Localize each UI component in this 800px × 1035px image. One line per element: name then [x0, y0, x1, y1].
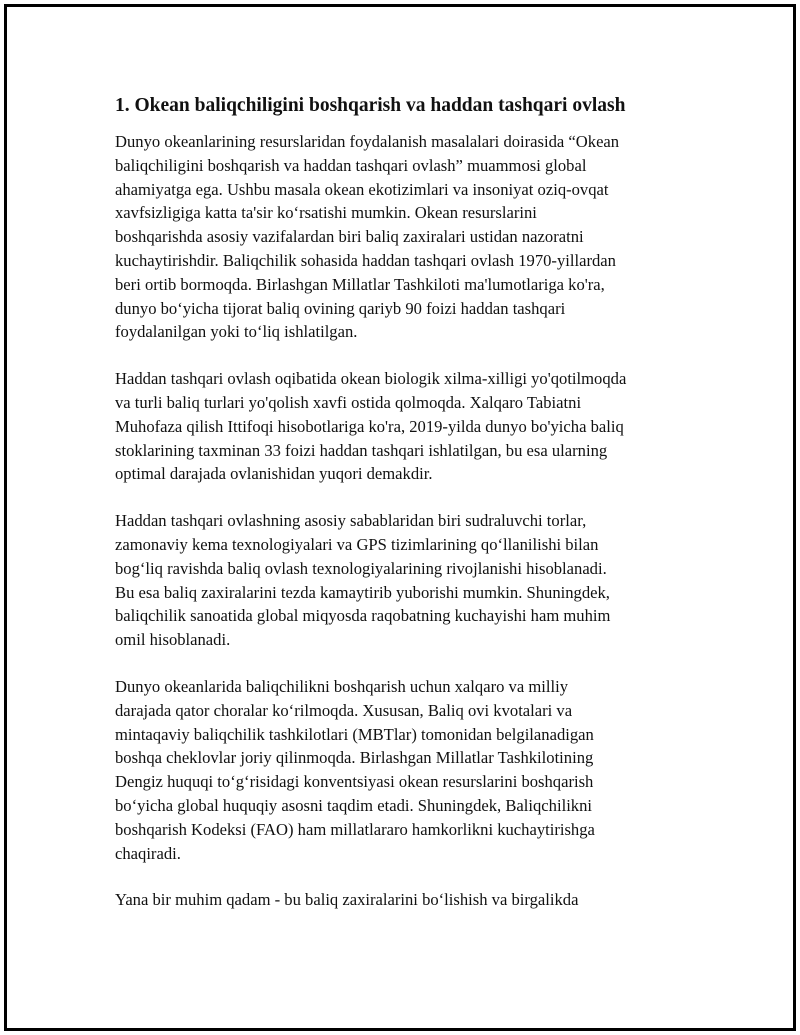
text-line: Haddan tashqari ovlash oqibatida okean biologik xilma-xilligi yo'qotilmoqda	[115, 369, 627, 389]
text-line: zamonaviy kema texnologiyalari va GPS tizimlarining qo‘llanilishi bilan	[115, 534, 599, 554]
text-line: optimal darajada ovlanishidan yuqori demakdir.	[115, 464, 433, 484]
text-line: boshqarish Kodeksi (FAO) ham millatlararo hamkorlikni kuchaytirishga	[115, 819, 595, 839]
text-line: Dunyo okeanlarining resurslaridan foydalanish masalalari doirasida “Okean	[115, 132, 620, 151]
text-line: ahamiyatga ega. Ushbu masala okean ekotizimlari va insoniyat oziq-ovqat	[115, 179, 609, 199]
text-line: Muhofaza qilish Ittifoqi hisobotlariga ko'ra, 2019-yilda dunyo bo'yicha baliq	[115, 416, 624, 436]
text-line: Haddan tashqari ovlashning asosiy sabablaridan biri sudraluvchi torlar,	[115, 511, 587, 531]
text-line: foydalanilgan yoki to‘liq ishlatilgan.	[115, 322, 358, 342]
text-line: stoklarining taxminan 33 foizi haddan tashqari ishlatilgan, bu esa ularning	[115, 440, 608, 460]
paragraph-2	[115, 367, 695, 486]
text-line: Yana bir muhim qadam - bu baliq zaxiralarini bo‘lishish va birgalikda	[115, 890, 579, 910]
text-line: bog‘liq ravishda baliq ovlash texnologiyalarining rivojlanishi hisoblanadi.	[115, 558, 607, 578]
text-line: boshqa cheklovlar joriy qilinmoqda. Birlashgan Millatlar Tashkilotining	[115, 748, 594, 768]
text-line: va turli baliq turlari yo'qolish xavfi ostida qolmoqda. Xalqaro Tabiatni	[115, 392, 582, 412]
paragraph-1	[115, 130, 695, 344]
paragraph-4	[115, 675, 695, 865]
document-body	[115, 92, 695, 935]
text-line: boshqarishda asosiy vazifalardan biri baliq zaxiralari ustidan nazoratni	[115, 227, 584, 247]
paragraph-5	[115, 888, 695, 912]
text-line: Bu esa baliq zaxiralarini tezda kamaytirib yuborishi mumkin. Shuningdek,	[115, 582, 610, 602]
text-line: chaqiradi.	[115, 843, 181, 863]
text-line: baliqchilik sanoatida global miqyosda raqobatning kuchayishi ham muhim	[115, 606, 611, 626]
text-line: kuchaytirishdir. Baliqchilik sohasida haddan tashqari ovlash 1970-yillardan	[115, 250, 616, 270]
text-line: bo‘yicha global huquqiy asosni taqdim etadi. Shuningdek, Baliqchilikni	[115, 795, 593, 815]
text-line: xavfsizligiga katta ta'sir ko‘rsatishi mumkin. Okean resurslarini	[115, 203, 537, 223]
text-line: Dengiz huquqi to‘g‘risidagi konventsiyasi okean resurslarini boshqarish	[115, 772, 594, 792]
section-heading: 1. Okean baliqchiligini boshqarish va haddan tashqari ovlash	[115, 95, 626, 116]
text-line: Dunyo okeanlarida baliqchilikni boshqarish uchun xalqaro va milliy	[115, 676, 568, 696]
text-line: omil hisoblanadi.	[115, 630, 231, 650]
text-line: beri ortib bormoqda. Birlashgan Millatlar Tashkiloti ma'lumotlariga ko'ra,	[115, 274, 605, 294]
text-line: mintaqaviy baliqchilik tashkilotlari (MBTlar) tomonidan belgilanadigan	[115, 724, 594, 744]
text-line: dunyo bo‘yicha tijorat baliq ovining qariyb 90 foizi haddan tashqari	[115, 298, 566, 318]
text-line: baliqchiligini boshqarish va haddan tashqari ovlash” muammosi global	[115, 155, 587, 175]
paragraph-3	[115, 509, 695, 652]
text-line: darajada qator choralar ko‘rilmoqda. Xususan, Baliq ovi kvotalari va	[115, 700, 573, 720]
